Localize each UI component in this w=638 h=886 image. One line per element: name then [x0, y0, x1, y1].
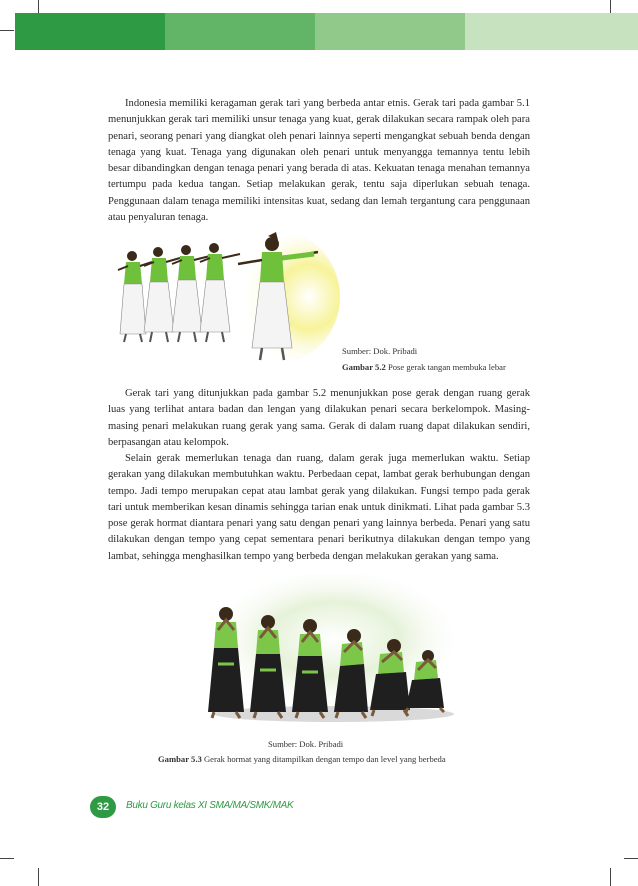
- crop-mark: [624, 858, 638, 859]
- figure-5-3-caption: [158, 754, 446, 764]
- figure-5-2-illustration: [108, 222, 340, 367]
- figure-5-3-caption-text: Gerak hormat yang ditampilkan dengan tempo dan level yang berbeda: [203, 754, 446, 764]
- paragraph-2: [108, 386, 530, 451]
- crop-mark: [0, 30, 14, 31]
- header-bar-segment: [15, 13, 165, 50]
- crop-mark: [38, 0, 39, 14]
- header-bar-segment: [465, 13, 638, 50]
- page-number: 32: [90, 796, 116, 818]
- header-bar-segment: [165, 13, 315, 50]
- crop-mark: [0, 858, 14, 859]
- figure-5-3-illustration: [194, 574, 454, 724]
- header-color-bar: [15, 13, 638, 50]
- paragraph-3: [108, 451, 530, 565]
- figure-5-2-caption: [342, 362, 506, 372]
- figure-5-3-source: Sumber: Dok. Pribadi: [268, 739, 344, 749]
- header-bar-segment: [315, 13, 465, 50]
- paragraph-1: [108, 96, 530, 226]
- paragraph-2-text: Gerak tari yang ditunjukkan pada gambar 5.2 menunjukkan pose gerak dengan ruang gerak luas yang terlihat antara badan dan lengan yang dilakukan penari secara berkelompok. Masing-masing penari melakukan ruang gerak yang sama. Gerak di dalam ruang dapat dilakukan sendiri, berpasangan atau kelompok.: [108, 388, 530, 448]
- paragraph-1-text: Indonesia memiliki keragaman gerak tari yang berbeda antar etnis. Gerak tari pada gambar 5.1 menunjukkan gerak tari memiliki unsur tenaga yang kuat, gerak dilakukan secara rampak oleh para penari, seorang penari yang diangkat oleh penari lainnya seperti mengangkat sebuah benda dengan tenaga yang kuat. Tenaga yang digunakan oleh penari untuk menyangga temannya tentu lebih besar dibandingkan dengan tenaga penari yang berada di atas. Kekuatan tenaga menahan temannya tertumpu pada kedua tangan. Setiap melakukan gerak, tentu saja diperlukan sebuah tenaga. Penggunaan dalam tenaga memiliki intensitas kuat, sedang dan lemah tergantung cara penggunaan atau penyaluran tenaga.: [108, 98, 530, 224]
- paragraph-3-text: Selain gerak memerlukan tenaga dan ruang, dalam gerak juga memerlukan waktu. Setiap gerakan yang dilakukan membutuhkan waktu. Perbedaan cepat, lambat gerak berhubungan dengan tempo. Jadi tempo merupakan cepat atau lambat gerak yang dilakukan. Fungsi tempo pada gerak tari untuk memberikan kesan dinamis sehingga tarian enak untuk dinikmati. Lihat pada gambar 5.3 pose gerak hormat diantara penari yang satu dengan penari yang lainnya berbeda. Penari yang satu dilakukan dengan tempo yang cepat sementara penari berikutnya dilakukan dengan tempo yang lambat, sehingga menghasilkan tempo yang berbeda dengan melakukan gerakan yang sama.: [108, 453, 530, 562]
- figure-5-3-label: Gambar 5.3: [158, 754, 202, 764]
- figure-5-2-caption-text: Pose gerak tangan membuka lebar: [387, 362, 506, 372]
- crop-mark: [38, 868, 39, 886]
- crop-mark: [610, 868, 611, 886]
- book-title: Buku Guru kelas XI SMA/MA/SMK/MAK: [126, 800, 294, 811]
- crop-mark: [610, 0, 611, 14]
- figure-5-2-label: Gambar 5.2: [342, 362, 386, 372]
- figure-5-2-source: Sumber: Dok. Pribadi: [342, 346, 418, 356]
